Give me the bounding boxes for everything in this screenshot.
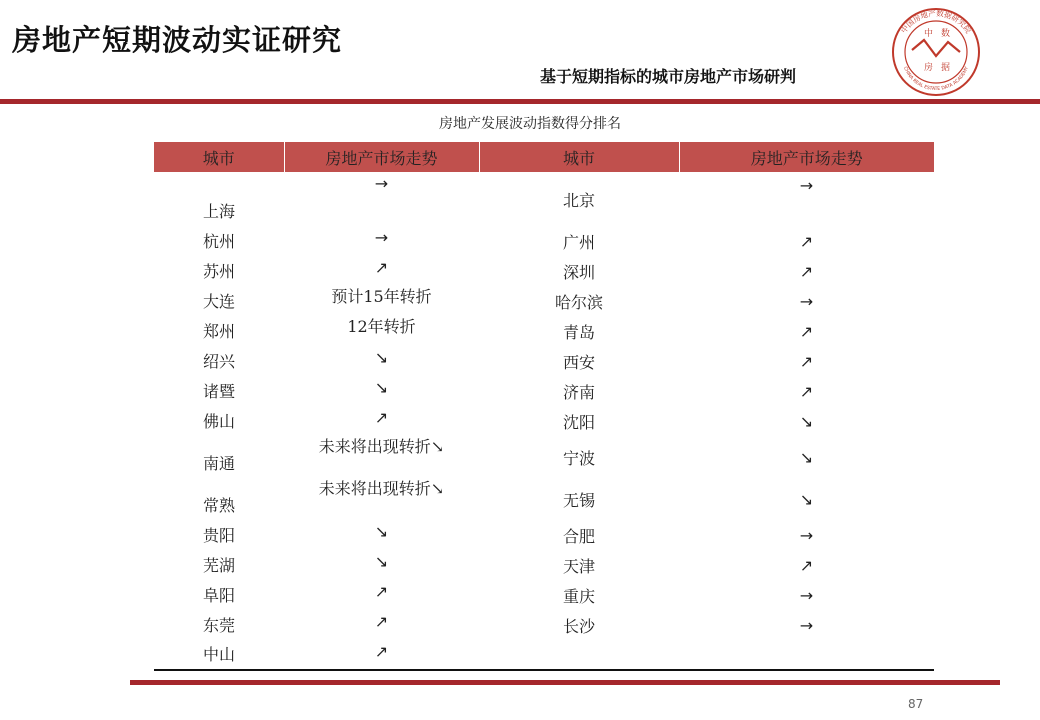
trend-right: → bbox=[799, 176, 814, 195]
city-right: 广州 bbox=[562, 232, 595, 252]
city-right: 宁波 bbox=[562, 448, 595, 468]
city-left: 中山 bbox=[154, 640, 284, 670]
city-left: 绍兴 bbox=[202, 352, 235, 371]
table-row bbox=[154, 316, 934, 346]
trend-left: ↘ bbox=[374, 378, 389, 397]
trend-right: ↗ bbox=[799, 322, 814, 341]
footer-divider bbox=[130, 680, 1000, 685]
trend-right: → bbox=[799, 292, 814, 311]
trend-left: 未来将出现转折↘ bbox=[318, 479, 445, 498]
city-right: 西安 bbox=[562, 352, 595, 372]
logo-char-1: 中 bbox=[924, 29, 934, 39]
trend-right bbox=[679, 640, 934, 670]
header-city-right: 城市 bbox=[479, 142, 679, 172]
table-header-row bbox=[154, 142, 934, 172]
header-trend-right: 房地产市场走势 bbox=[679, 142, 934, 172]
header-divider bbox=[0, 99, 1040, 104]
city-left: 贵阳 bbox=[202, 526, 235, 545]
city-right: 无锡 bbox=[562, 490, 595, 510]
trend-left: ↗ bbox=[284, 640, 479, 670]
city-left: 芜湖 bbox=[202, 556, 235, 575]
city-right: 北京 bbox=[562, 190, 595, 210]
table-row bbox=[154, 376, 934, 406]
city-left: 常熟 bbox=[202, 496, 235, 515]
table-row bbox=[154, 256, 934, 286]
city-left: 上海 bbox=[202, 202, 235, 221]
trend-left: 预计15年转折 bbox=[331, 287, 432, 306]
city-right: 重庆 bbox=[562, 586, 595, 606]
table-row bbox=[154, 436, 934, 478]
city-left: 阜阳 bbox=[202, 586, 235, 605]
page-number: 87 bbox=[908, 697, 924, 711]
city-right: 合肥 bbox=[562, 526, 595, 546]
table-row bbox=[154, 406, 934, 436]
trend-left: ↘ bbox=[374, 552, 389, 571]
table-row bbox=[154, 346, 934, 376]
trend-right: → bbox=[799, 586, 814, 605]
city-right: 天津 bbox=[562, 556, 595, 576]
header-city-left: 城市 bbox=[154, 142, 284, 172]
academy-logo bbox=[890, 6, 982, 98]
city-left: 诸暨 bbox=[202, 382, 235, 401]
trend-right: → bbox=[799, 526, 814, 545]
trend-left: 12年转折 bbox=[347, 317, 416, 336]
trend-left: ↘ bbox=[374, 522, 389, 541]
header-trend-left: 房地产市场走势 bbox=[284, 142, 479, 172]
trend-right: ↘ bbox=[799, 490, 814, 509]
city-trend-table bbox=[154, 142, 934, 671]
city-left: 南通 bbox=[202, 454, 235, 473]
table-row bbox=[154, 610, 934, 640]
trend-right: ↗ bbox=[799, 232, 814, 251]
city-left: 苏州 bbox=[202, 262, 235, 281]
city-left: 佛山 bbox=[202, 412, 235, 431]
table-row bbox=[154, 640, 934, 670]
table-row bbox=[154, 580, 934, 610]
table-caption: 房地产发展波动指数得分排名 bbox=[439, 116, 621, 132]
trend-right: ↗ bbox=[799, 382, 814, 401]
logo-char-4: 据 bbox=[941, 63, 951, 73]
table-row bbox=[154, 286, 934, 316]
city-right: 深圳 bbox=[562, 262, 595, 282]
trend-right: ↘ bbox=[799, 412, 814, 431]
trend-left: ↗ bbox=[374, 258, 389, 277]
logo-char-3: 房 bbox=[924, 63, 934, 73]
city-left: 大连 bbox=[202, 292, 235, 311]
table-row bbox=[154, 520, 934, 550]
trend-left: 未来将出现转折↘ bbox=[318, 437, 445, 456]
city-right: 沈阳 bbox=[562, 412, 595, 432]
table-row bbox=[154, 478, 934, 520]
trend-left: ↗ bbox=[374, 408, 389, 427]
trend-right: ↗ bbox=[799, 556, 814, 575]
city-right bbox=[479, 640, 679, 670]
page-title: 房地产短期波动实证研究 bbox=[12, 23, 343, 57]
logo-char-2: 数 bbox=[941, 29, 951, 39]
trend-left: ↗ bbox=[374, 582, 389, 601]
trend-left: → bbox=[374, 174, 389, 193]
city-right: 济南 bbox=[562, 382, 595, 402]
logo-ring-text-en: CHINA REAL ESTATE DATA ACADEMY bbox=[902, 66, 970, 93]
trend-right: ↘ bbox=[799, 448, 814, 467]
trend-right: ↗ bbox=[799, 262, 814, 281]
logo-ring-text: 中国房地产数据研究院 bbox=[899, 8, 973, 35]
table-row bbox=[154, 172, 934, 226]
table-row bbox=[154, 226, 934, 256]
city-left: 杭州 bbox=[202, 232, 235, 251]
city-right: 青岛 bbox=[562, 322, 595, 342]
page-subtitle: 基于短期指标的城市房地产市场研判 bbox=[540, 67, 797, 86]
city-left: 郑州 bbox=[202, 322, 235, 341]
trend-left: ↘ bbox=[374, 348, 389, 367]
trend-left: ↗ bbox=[374, 612, 389, 631]
city-left: 东莞 bbox=[202, 616, 235, 635]
trend-right: → bbox=[799, 616, 814, 635]
trend-left: → bbox=[374, 228, 389, 247]
city-right: 哈尔滨 bbox=[554, 292, 603, 312]
table-row bbox=[154, 550, 934, 580]
trend-right: ↗ bbox=[799, 352, 814, 371]
city-right: 长沙 bbox=[562, 616, 595, 636]
